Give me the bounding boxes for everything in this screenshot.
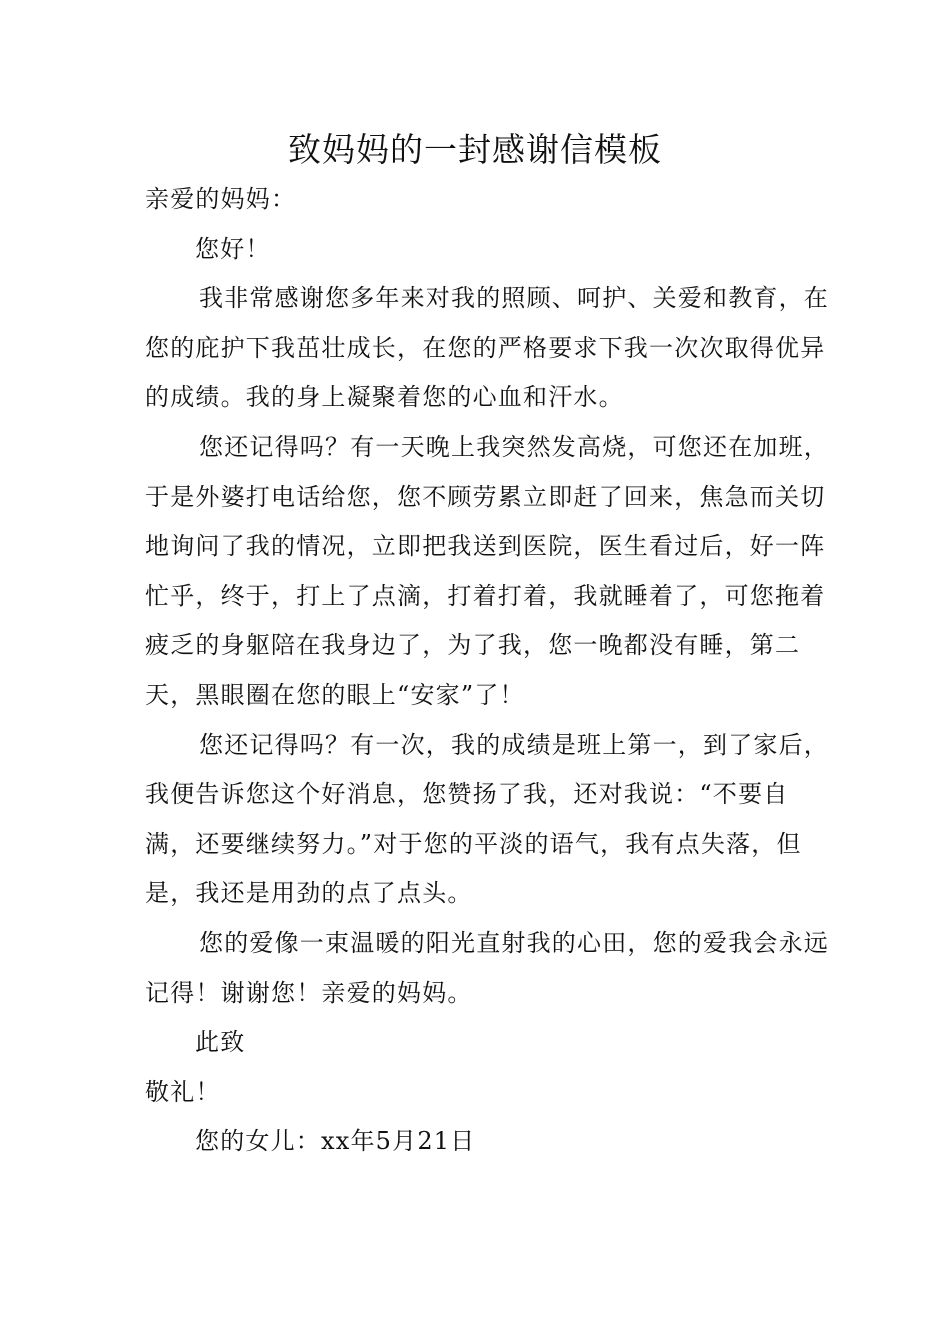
paragraph-1: 我非常感谢您多年来对我的照顾、呵护、关爱和教育，在您的庇护下我茁壮成长，在您的严格要求下我一次次取得优异的成绩。我的身上凝聚着您的心血和汗水。 <box>145 284 829 412</box>
paragraph-3: 您还记得吗？有一次，我的成绩是班上第一，到了家后，我便告诉您这个好消息，您赞扬了我，还对我说：“不要自满，还要继续努力。”对于您的平淡的语气，我有点失落，但是，我还是用劲的点了点头。 <box>145 730 829 908</box>
paragraph-2: 您还记得吗？有一天晚上我突然发高烧，可您还在加班，于是外婆打电话给您，您不顾劳累立即赶了回来，焦急而关切地询问了我的情况，立即把我送到医院，医生看过后，好一阵忙乎，终于，打上了点滴，打着打着，我就睡着了，可您拖着疲乏的身躯陪在我身边了，为了我，您一晚都没有睡，第二天，黑眼圈在您的眼上“安家”了！ <box>145 432 829 709</box>
signature-line: 您的女儿：xx年5月21日 <box>195 1127 476 1156</box>
letter-body <box>145 175 835 1167</box>
closing-phrase: 此致 <box>195 1028 246 1057</box>
paragraph-4: 您的爱像一束温暖的阳光直射我的心田，您的爱我会永远记得！谢谢您！亲爱的妈妈。 <box>145 928 829 1007</box>
closing-salute: 敬礼！ <box>145 1077 221 1106</box>
document-title: 致妈妈的一封感谢信模板 <box>288 130 662 169</box>
greeting: 您好！ <box>195 234 271 263</box>
salutation: 亲爱的妈妈： <box>145 185 297 213</box>
